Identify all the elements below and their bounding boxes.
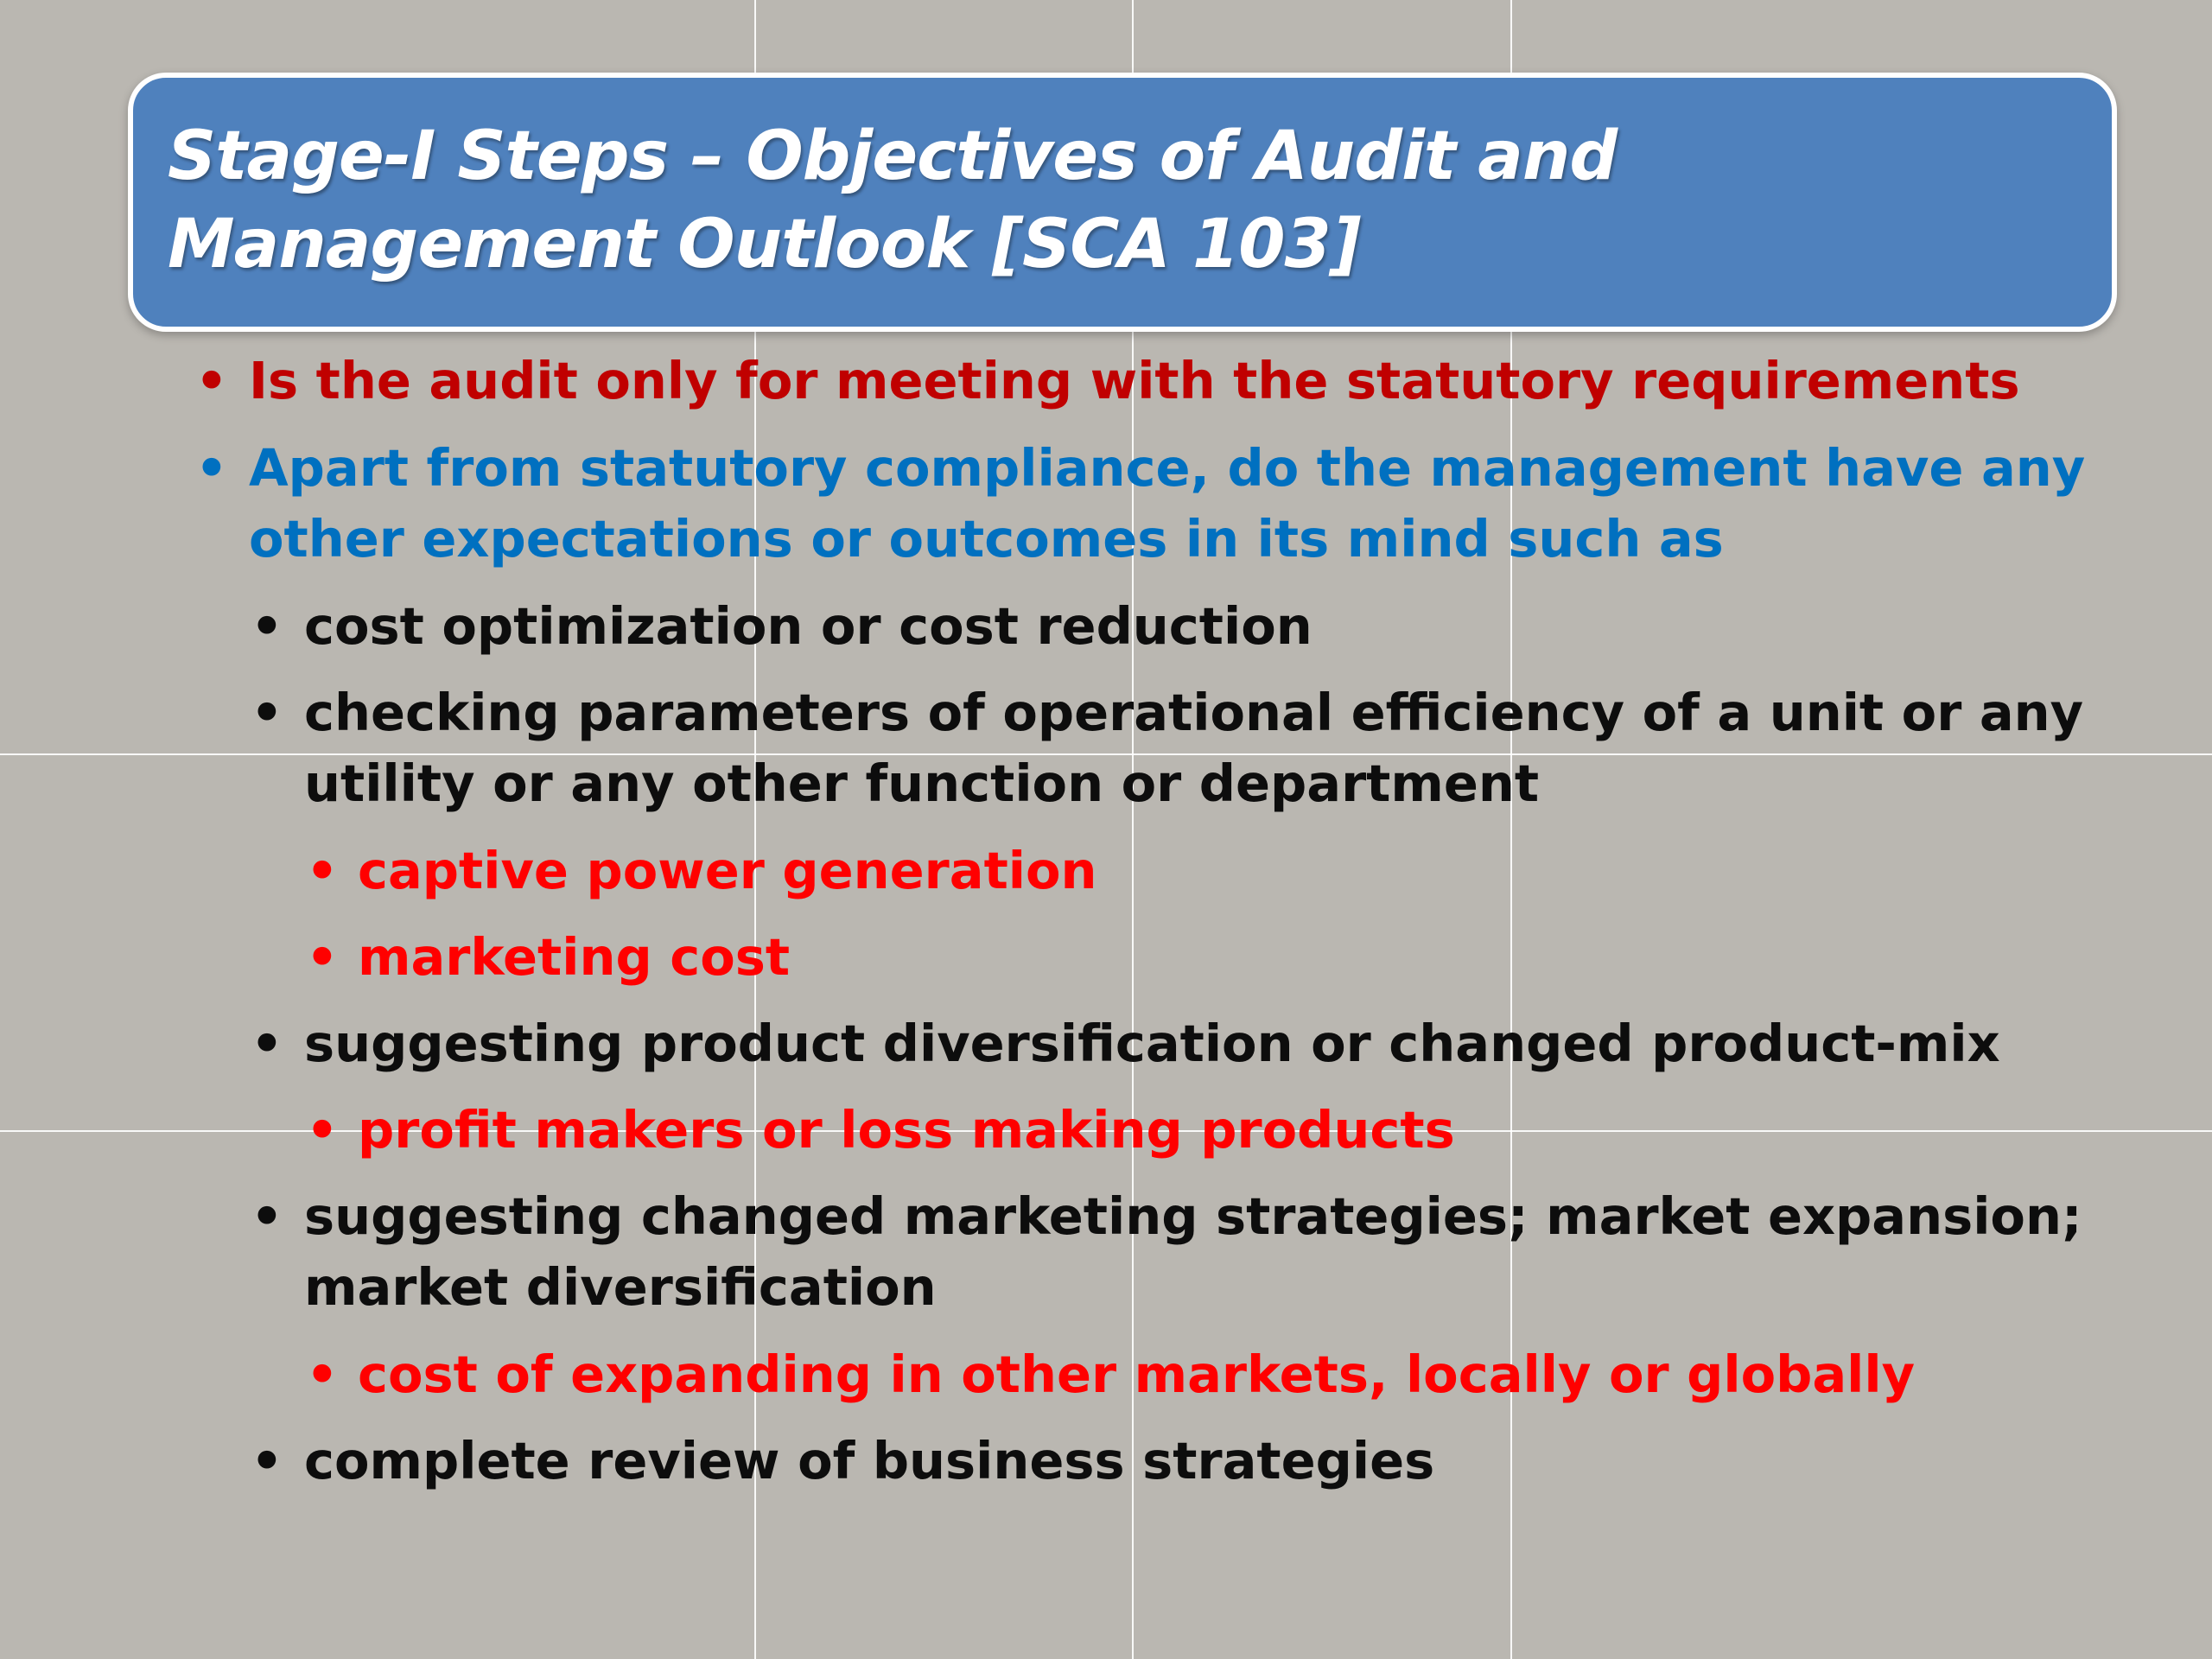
bullet-dot-icon: • (306, 927, 339, 987)
bullet-item (306, 1095, 1455, 1166)
bullet-line: cost of expanding in other markets, locally or globally (358, 1344, 1916, 1404)
bullet-line: complete review of business strategies (304, 1431, 1435, 1491)
bullet-item (251, 1008, 2000, 1079)
bullet-line: Apart from statutory compliance, do the management have any (249, 438, 2086, 498)
bullet-line: suggesting product diversification or changed product-mix (304, 1014, 2000, 1073)
bullet-item (251, 1181, 2082, 1323)
bullet-line: other expectations or outcomes in its mind such as (249, 509, 1724, 569)
bullet-dot-icon: • (251, 1186, 283, 1246)
bullet-item (195, 346, 2020, 416)
bullet-item (251, 591, 1313, 662)
bullet-line: cost optimization or cost reduction (304, 596, 1313, 656)
bullet-dot-icon: • (251, 1431, 283, 1491)
bullet-line: marketing cost (358, 927, 791, 987)
bullet-item (306, 922, 791, 993)
bullet-line: profit makers or loss making products (358, 1100, 1455, 1160)
bullet-line: checking parameters of operational efficiency of a unit or any (304, 683, 2084, 742)
bullet-line: Is the audit only for meeting with the statutory requirements (249, 351, 2020, 410)
bullet-item (306, 836, 1097, 906)
bullet-dot-icon: • (306, 841, 339, 900)
bullet-line: captive power generation (358, 841, 1097, 900)
bullet-line: suggesting changed marketing strategies; market expansion; (304, 1186, 2082, 1246)
bullet-dot-icon: • (195, 438, 228, 498)
bullet-dot-icon: • (306, 1344, 339, 1404)
bullet-dot-icon: • (251, 1014, 283, 1073)
bullet-dot-icon: • (251, 683, 283, 742)
bullet-line: utility or any other function or department (304, 753, 1540, 813)
bullet-item (251, 677, 2084, 819)
bullet-line: market diversification (304, 1257, 937, 1317)
bullet-item (251, 1426, 1435, 1497)
bullet-dot-icon: • (306, 1100, 339, 1160)
bullet-item (306, 1339, 1916, 1410)
slide-title: Stage-I Steps – Objectives of Audit and Management Outlook [SCA 103] (168, 118, 1618, 283)
bullet-item (195, 433, 2086, 575)
bullet-dot-icon: • (251, 596, 283, 656)
bullet-dot-icon: • (195, 351, 228, 410)
